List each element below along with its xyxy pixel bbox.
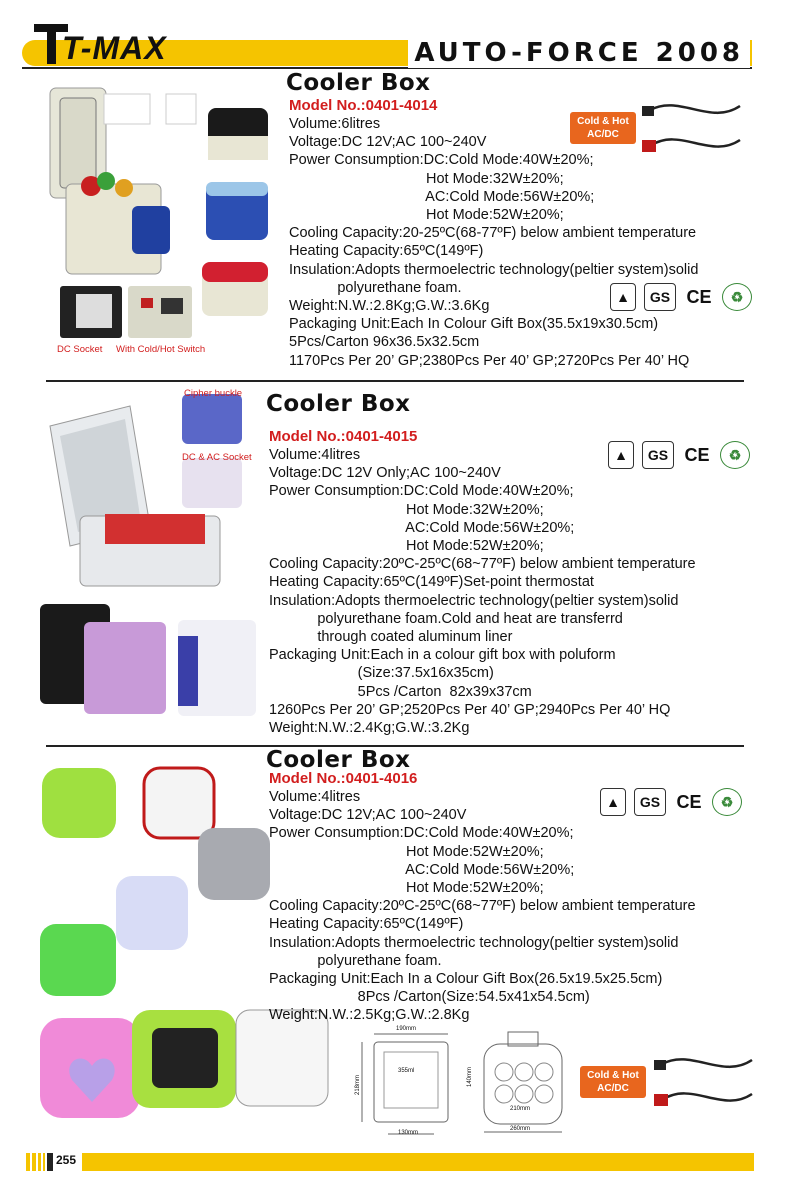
technical-drawing-icon	[354, 1030, 462, 1140]
section-divider	[46, 380, 744, 382]
power-cords-image	[640, 96, 750, 169]
spec-line: 5Pcs/Carton 96x36.5x32.5cm	[289, 334, 480, 351]
spec-line: Power Consumption:DC:Cold Mode:40W±20%;	[269, 483, 574, 500]
spec-line: AC:Cold Mode:56W±20%;	[289, 188, 595, 205]
spec-line: Hot Mode:52W±20%;	[269, 538, 544, 555]
spec-line: AC:Cold Mode:56W±20%;	[269, 861, 575, 878]
spec-line: Cooling Capacity:20ºC-25ºC(68~77ºF) below ambient temperature	[269, 556, 696, 573]
dim-label: 210mm	[510, 1106, 531, 1112]
certification-marks-4015	[608, 441, 750, 469]
certification-marks-4016	[600, 788, 742, 816]
spec-line: Hot Mode:52W±20%;	[269, 880, 544, 897]
spec-line: Volume:4litres	[269, 447, 361, 463]
cold-hot-badge: Cold & Hot AC/DC	[580, 1066, 646, 1098]
dim-label: 130mm	[398, 1130, 419, 1136]
eco-mark-icon: ♻	[720, 441, 750, 469]
spec-line: AC:Cold Mode:56W±20%;	[269, 519, 575, 536]
gs-mark: GS	[644, 283, 676, 311]
spec-line: Heating Capacity:65ºC(149ºF)	[269, 916, 464, 933]
power-cord-icon	[640, 96, 750, 164]
technical-drawing-icon	[474, 1028, 574, 1138]
eco-mark-icon: ♻	[722, 283, 752, 311]
model-number-4014: Model No.:0401-4014	[289, 97, 438, 114]
spec-line: Packaging Unit:Each In Colour Gift Box(35.5x19x30.5cm)	[289, 316, 659, 333]
ce-mark: CE	[686, 286, 712, 307]
power-cords-image	[652, 1050, 762, 1123]
page-marker-icon	[26, 1153, 54, 1171]
spec-line: Insulation:Adopts thermoelectric technology(peltier system)solid	[269, 592, 679, 609]
spec-list-4015	[269, 446, 696, 737]
spec-line: Voltage:DC 12V;AC 100~240V	[269, 807, 467, 824]
ce-mark: CE	[676, 791, 702, 812]
section-title-4015: Cooler Box	[266, 391, 411, 417]
footer-band	[24, 1153, 754, 1171]
spec-line: Insulation:Adopts thermoelectric technology(peltier system)solid	[269, 934, 679, 951]
spec-line: Weight:N.W.:2.5Kg;G.W.:2.8Kg	[269, 1007, 470, 1024]
spec-line: polyurethane foam.	[289, 279, 462, 296]
spec-line: Hot Mode:32W±20%;	[269, 501, 544, 518]
dimension-drawing-top	[467, 1028, 574, 1138]
spec-line: Insulation:Adopts thermoelectric technology(peltier system)solid	[289, 261, 699, 278]
model-number-4016: Model No.:0401-4016	[269, 770, 418, 787]
spec-line: Cooling Capacity:20-25ºC(68-77ºF) below ambient temperature	[289, 225, 697, 242]
caption-dc-ac-socket: DC & AC Socket	[182, 452, 252, 463]
page-number: 255	[56, 1153, 77, 1167]
spec-line: 5Pcs /Carton 82x39x37cm	[269, 683, 532, 700]
spec-line: Heating Capacity:65ºC(149ºF)	[289, 243, 484, 260]
dim-label: 355ml	[398, 1068, 415, 1074]
ce-mark: CE	[684, 444, 710, 465]
spec-line: Voltage:DC 12V;AC 100~240V	[289, 134, 487, 151]
spec-line: Volume:4litres	[269, 789, 361, 805]
spec-line: 1260Pcs Per 20’ GP;2520Pcs Per 40’ GP;2940Pcs Per 40’ HQ	[269, 701, 671, 718]
product-photos-4014	[46, 86, 272, 346]
certification-marks-4014	[610, 283, 752, 311]
spec-line: Volume:6litres	[289, 116, 381, 132]
spec-line: 1170Pcs Per 20’ GP;2380Pcs Per 40’ GP;2720Pcs Per 40’ HQ	[289, 352, 690, 369]
eco-mark-icon: ♻	[712, 788, 742, 816]
brand-line: AUTO-FORCE 2008	[408, 38, 750, 68]
spec-line: Packaging Unit:Each in a colour gift box with poluform	[269, 647, 616, 664]
triangle-mark-icon: ▲	[610, 283, 636, 311]
caption-cipher-buckle: Cipher buckle	[184, 388, 243, 399]
spec-list-4016	[269, 788, 696, 1025]
spec-line: Heating Capacity:65ºC(149ºF)Set-point thermostat	[269, 574, 594, 591]
spec-line: (Size:37.5x16x35cm)	[269, 665, 494, 682]
spec-line: Hot Mode:52W±20%;	[289, 207, 564, 224]
caption-dc-socket: DC Socket	[57, 344, 103, 355]
spec-line: 8Pcs /Carton(Size:54.5x41x54.5cm)	[269, 989, 590, 1006]
triangle-mark-icon: ▲	[608, 441, 634, 469]
cold-hot-badge: Cold & Hot AC/DC	[570, 112, 636, 144]
dimension-drawing-front	[354, 1026, 462, 1140]
cooler-photo-icon	[30, 386, 260, 726]
gs-mark: GS	[634, 788, 666, 816]
cooler-photo-icon	[46, 86, 272, 346]
logo-text: T-MAX	[62, 30, 167, 66]
spec-line: Hot Mode:52W±20%;	[269, 843, 544, 860]
spec-line: Voltage:DC 12V Only;AC 100~240V	[269, 465, 501, 482]
section-title-4016: Cooler Box	[266, 747, 411, 773]
section-title-4014: Cooler Box	[286, 70, 431, 96]
spec-line: Power Consumption:DC:Cold Mode:40W±20%;	[289, 152, 594, 169]
dim-label: 190mm	[396, 1026, 417, 1032]
spec-line: through coated aluminum liner	[269, 629, 513, 646]
spec-line: Power Consumption:DC:Cold Mode:40W±20%;	[269, 825, 574, 842]
brand-logo	[34, 24, 184, 66]
spec-line: Hot Mode:32W±20%;	[289, 170, 564, 187]
triangle-mark-icon: ▲	[600, 788, 626, 816]
spec-line: Packaging Unit:Each In a Colour Gift Box(26.5x19.5x25.5cm)	[269, 971, 663, 988]
model-number-4015: Model No.:0401-4015	[269, 428, 418, 445]
spec-line: polyurethane foam.Cold and heat are transferrd	[269, 610, 623, 627]
dim-label: 140mm	[467, 1066, 474, 1088]
product-photos-4015	[30, 386, 260, 726]
dim-label: 218mm	[355, 1074, 362, 1096]
spec-line: Cooling Capacity:20ºC-25ºC(68~77ºF) below ambient temperature	[269, 898, 696, 915]
dim-label: 260mm	[510, 1126, 531, 1132]
spec-line: Weight:N.W.:2.8Kg;G.W.:3.6Kg	[289, 298, 490, 315]
spec-line: Weight:N.W.:2.4Kg;G.W.:3.2Kg	[269, 720, 470, 737]
caption-cold-hot-switch: With Cold/Hot Switch	[116, 344, 206, 355]
spec-line: polyurethane foam.	[269, 952, 442, 969]
power-cord-icon	[652, 1050, 762, 1118]
gs-mark: GS	[642, 441, 674, 469]
spec-list-4014	[289, 115, 698, 370]
